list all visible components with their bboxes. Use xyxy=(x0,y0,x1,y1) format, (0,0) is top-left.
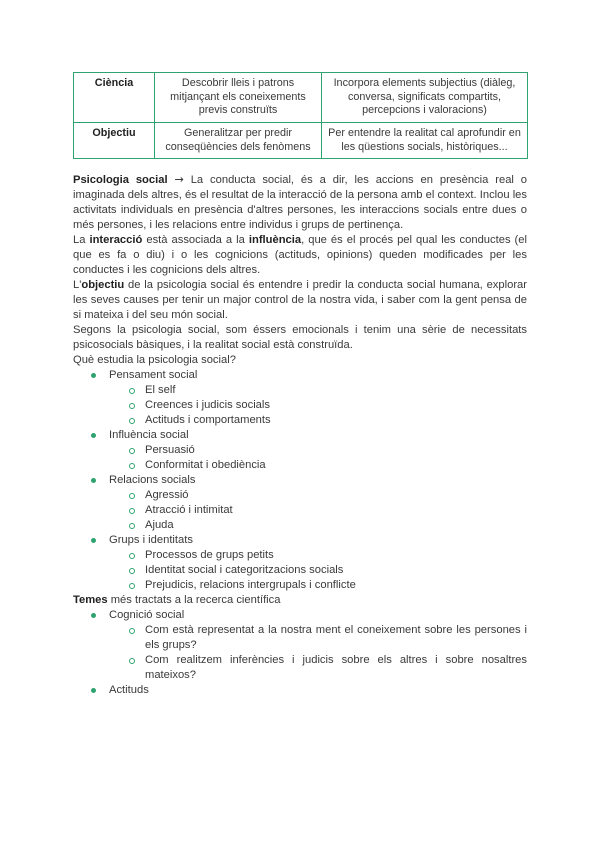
term-psicologia-social: Psicologia social xyxy=(73,174,168,186)
table-row xyxy=(74,73,528,123)
comparison-table xyxy=(73,72,528,159)
sub-list-item: Prejudicis, relacions intergrupals i conflicte xyxy=(109,578,527,593)
sub-list-item: Atracció i intimitat xyxy=(109,503,527,518)
paragraph-objectiu xyxy=(73,278,527,323)
sub-list-item: El self xyxy=(109,383,527,398)
list-item xyxy=(73,683,527,698)
paragraph-psicologia-social xyxy=(73,172,527,233)
list-item-label: Actituds xyxy=(109,684,149,696)
study-list xyxy=(73,368,527,593)
paragraph-text: La xyxy=(73,234,90,246)
list-item xyxy=(73,473,527,533)
list-item xyxy=(73,533,527,593)
paragraph-text: L' xyxy=(73,279,82,291)
sub-list-item: Agressió xyxy=(109,488,527,503)
table-row xyxy=(74,123,528,159)
list-item-label: Pensament social xyxy=(109,369,198,381)
paragraph-text: , que és el procés pel qual les conductes (el que es fa o diu) i o les cognicions (actituds, opinions) queden modificades per les conductes i les cognicions dels altres. xyxy=(73,234,527,276)
list-item-label: Relacions socials xyxy=(109,474,196,486)
table-cell: Generalitzar per predir conseqüències dels fenòmens xyxy=(155,123,322,159)
table-cell: Per entendre la realitat cal aprofundir en les qüestions socials, històriques... xyxy=(322,123,528,159)
sub-list-item: Actituds i comportaments xyxy=(109,413,527,428)
list-item-label: Influència social xyxy=(109,429,189,441)
themes-list xyxy=(73,608,527,698)
themes-title-rest: més tractats a la recerca científica xyxy=(107,594,281,606)
list-item xyxy=(73,368,527,428)
list-item xyxy=(73,428,527,473)
sub-list xyxy=(109,443,527,473)
sub-list-item: Creences i judicis socials xyxy=(109,398,527,413)
paragraph-necessitats: Segons la psicologia social, som éssers emocionals i tenim una sèrie de necessitats psicosocials bàsiques, i la realitat social està construïda. xyxy=(73,324,527,351)
paragraph-text: de la psicologia social és entendre i predir la conducta social humana, explorar les seves causes per tenir un major control de la nostra vida, i saber com la gent pensa de si mateixa i del seu món social. xyxy=(73,279,527,321)
term-interaccio: interacció xyxy=(89,234,143,246)
sub-list xyxy=(109,548,527,593)
sub-list-item: Processos de grups petits xyxy=(109,548,527,563)
themes-heading xyxy=(73,593,527,608)
paragraph-text: està associada a la xyxy=(142,234,249,246)
sub-list xyxy=(109,488,527,533)
sub-list-item: Persuasió xyxy=(109,443,527,458)
sub-list-item: Com està representat a la nostra ment el coneixement sobre les persones i els grups? xyxy=(109,623,527,653)
list-item xyxy=(73,608,527,683)
themes-title-bold: Temes xyxy=(73,594,108,606)
list-item-label: Cognició social xyxy=(109,609,185,621)
list-item-label: Grups i identitats xyxy=(109,534,193,546)
paragraph-text: La conducta social, és a dir, les accions en presència real o imaginada dels altres, és el resultat de la interacció de la persona amb el context. Inclou les activitats individuals en presència d'altres persones, les interaccions socials entre dues o més persones, i les relacions entre individus i grups de pertinença. xyxy=(73,174,528,231)
study-question: Què estudia la psicologia social? xyxy=(73,354,236,366)
sub-list-item: Com realitzem inferències i judicis sobre els altres i sobre nosaltres mateixos? xyxy=(109,653,527,683)
term-objectiu: objectiu xyxy=(81,279,125,291)
sub-list-item: Ajuda xyxy=(109,518,527,533)
sub-list xyxy=(109,383,527,428)
table-cell: Descobrir lleis i patrons mitjançant els coneixements previs construïts xyxy=(155,73,322,123)
row-header-ciencia: Ciència xyxy=(74,73,155,123)
sub-list-item: Identitat social i categoritzacions socials xyxy=(109,563,527,578)
table-cell: Incorpora elements subjectius (diàleg, conversa, significats compartits, percepcions i valoracions) xyxy=(322,73,528,123)
sub-list-item: Conformitat i obediència xyxy=(109,458,527,473)
paragraph-interaccio xyxy=(73,233,527,278)
document-page xyxy=(73,72,527,698)
arrow-icon: → xyxy=(174,173,184,186)
sub-list xyxy=(109,623,527,683)
term-influencia: influència xyxy=(248,234,302,246)
row-header-objectiu: Objectiu xyxy=(74,123,155,159)
